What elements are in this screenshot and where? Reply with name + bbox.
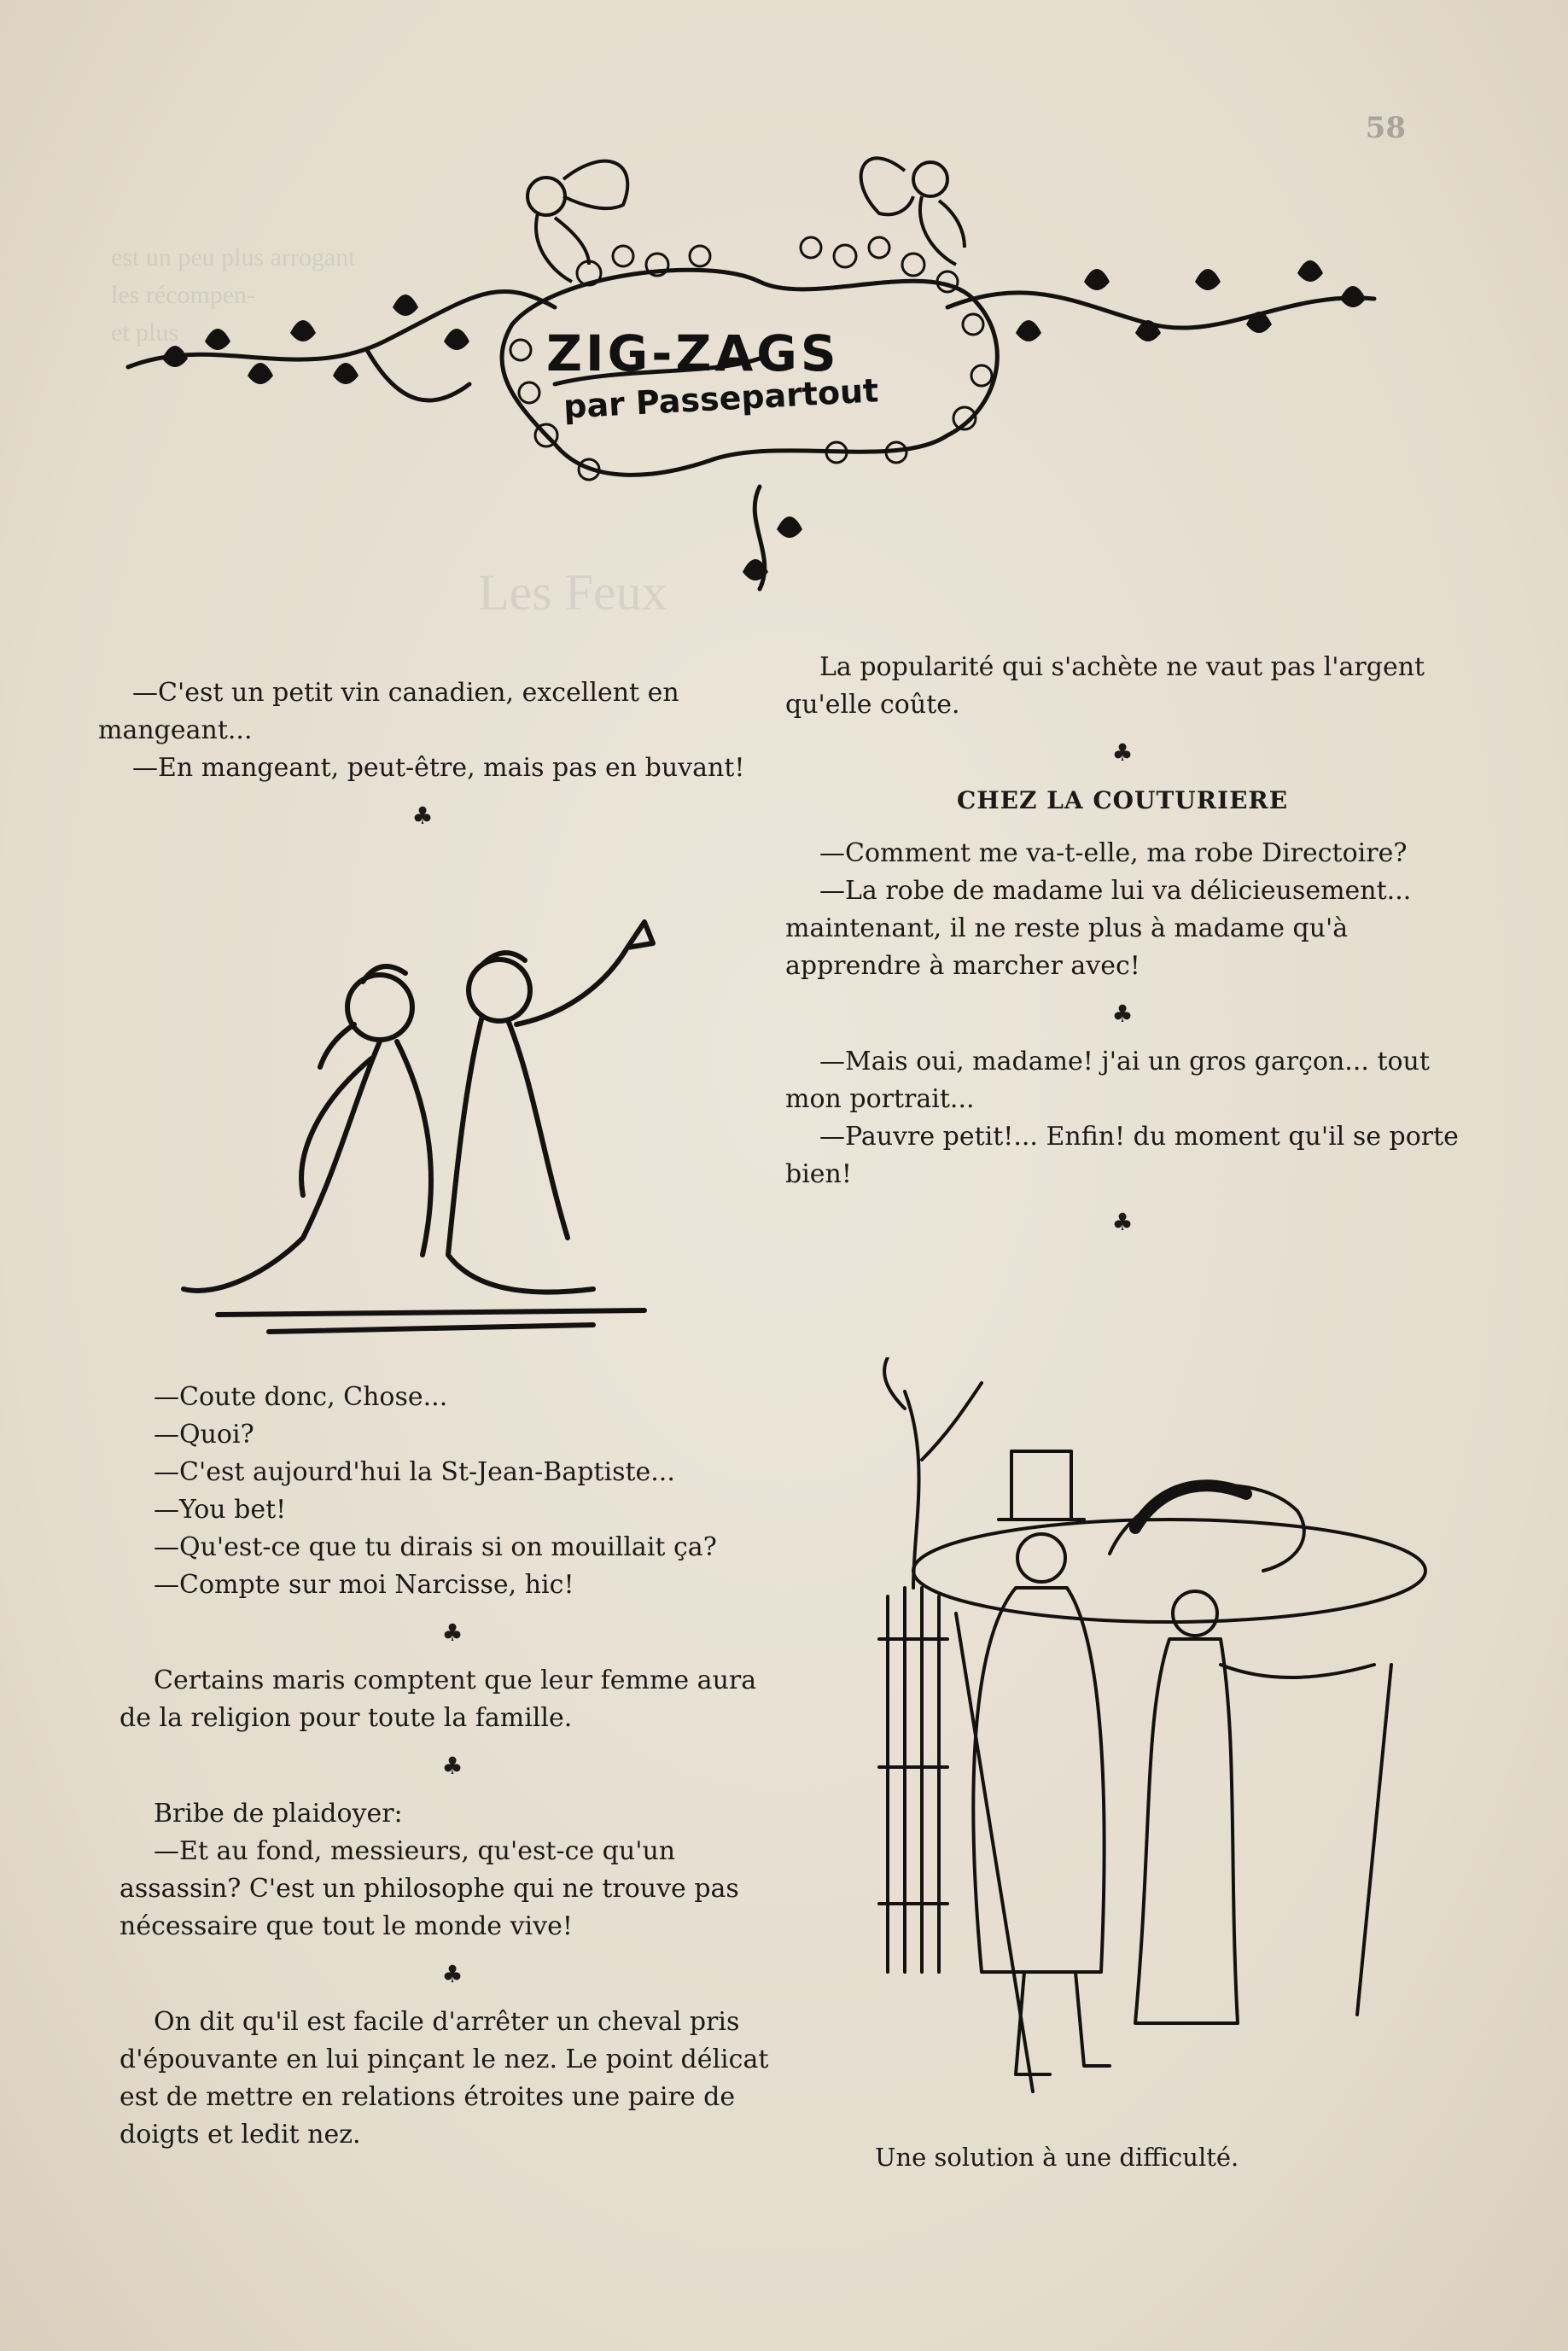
couple-big-hat-illustration: [854, 1357, 1468, 2126]
left-column-top: [98, 674, 747, 845]
bleed-through-text: Les Feux: [478, 564, 667, 621]
joke-line: —Coute donc, Chose...: [154, 1382, 448, 1412]
joke-line: —C'est aujourd'hui la St-Jean-Baptiste...: [154, 1457, 675, 1487]
joke-line: —C'est un petit vin canadien, excellent en mangeant...: [98, 678, 679, 745]
joke-line: —You bet!: [154, 1495, 287, 1525]
club-ornament-icon: ♣: [441, 1619, 463, 1647]
club-ornament-icon: ♣: [1111, 738, 1134, 767]
joke-line: Bribe de plaidoyer:: [154, 1799, 403, 1829]
joke-line: —Compte sur moi Narcisse, hic!: [154, 1570, 574, 1600]
joke-line: —Quoi?: [154, 1420, 254, 1450]
page-number: 58: [1365, 111, 1406, 145]
bleed-through-text: est un peu plus arrogant les récompen- et plus: [111, 243, 356, 347]
banner-byline: par Passepartout: [562, 371, 880, 426]
club-ornament-icon: ♣: [441, 1752, 463, 1780]
section-heading: CHEZ LA COUTURIERE: [956, 786, 1289, 814]
right-column: [785, 649, 1460, 1251]
joke-paragraph: On dit qu'il est facile d'arrêter un cheval pris d'épouvante en lui pinçant le nez. Le point délicat est de mettre en relations étroites une paire de doigts et ledit nez.: [119, 2007, 769, 2150]
maxim: La popularité qui s'achète ne vaut pas l'argent qu'elle coûte.: [785, 652, 1425, 720]
dancing-men-illustration: [166, 913, 713, 1340]
joke-paragraph: —Et au fond, messieurs, qu'est-ce qu'un assassin? C'est un philosophe qui ne trouve pas nécessaire que tout le monde vive!: [119, 1836, 739, 1941]
club-ornament-icon: ♣: [1111, 1208, 1134, 1236]
dialog-line: —Pauvre petit!... Enfin! du moment qu'il se porte bien!: [785, 1122, 1459, 1189]
joke-line: —Qu'est-ce que tu dirais si on mouillait ça?: [154, 1532, 717, 1562]
banner-title: ZIG-ZAGS: [546, 324, 840, 382]
dialog-line: —Mais oui, madame! j'ai un gros garçon... tout mon portrait...: [785, 1047, 1430, 1114]
joke-paragraph: Certains maris comptent que leur femme aura de la religion pour toute la famille.: [119, 1666, 757, 1733]
illustration-caption: Une solution à une difficulté.: [875, 2143, 1239, 2172]
club-ornament-icon: ♣: [441, 1960, 463, 1988]
joke-line: —En mangeant, peut-être, mais pas en buvant!: [132, 753, 745, 783]
dialog-line: —Comment me va-t-elle, ma robe Directoire?: [819, 838, 1408, 868]
dialog-line: —La robe de madame lui va délicieusement... maintenant, il ne reste plus à madame qu'à apprendre à marcher avec!: [785, 876, 1412, 981]
club-ornament-icon: ♣: [1111, 1000, 1134, 1028]
club-ornament-icon: ♣: [411, 802, 434, 830]
left-column-bottom: [119, 1379, 785, 2154]
